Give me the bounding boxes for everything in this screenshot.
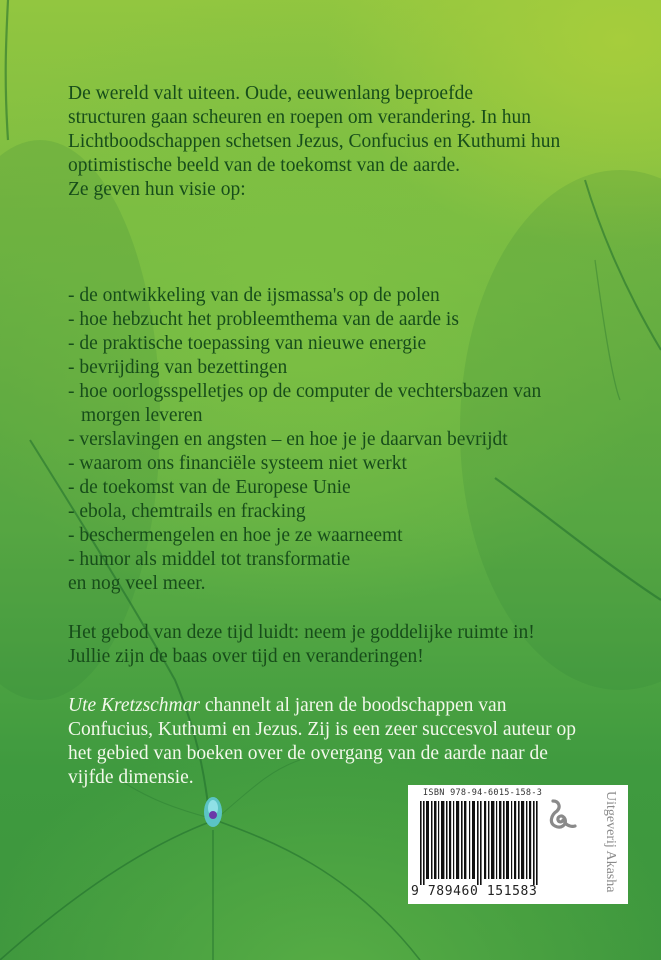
topic-item: - hoe hebzucht het probleemthema van de aarde is (68, 309, 459, 330)
bio-line: vijfde dimensie. (68, 767, 194, 788)
author-name: Ute Kretzschmar (68, 695, 200, 716)
isbn-barcode-panel (408, 785, 628, 904)
intro-line: optimistische beeld van de toekomst van de aarde. (68, 155, 461, 176)
topic-item: - verslavingen en angsten – en hoe je je daarvan bevrijdt (68, 429, 508, 450)
bio-line: Confucius, Kuthumi en Jezus. Zij is een zeer succesvol auteur op (68, 719, 576, 740)
topics-list (68, 284, 561, 572)
intro-line: Lichtboodschappen schetsen Jezus, Confucius en Kuthumi hun (68, 131, 561, 152)
topic-item: - de ontwikkeling van de ijsmassa's op de polen (68, 285, 440, 306)
bio-line (68, 694, 628, 718)
topic-item: - beschermengelen en hoe je ze waarneemt (68, 525, 403, 546)
fractal-center-glow (204, 797, 222, 827)
intro-line: structuren gaan scheuren en roepen om verandering. In hun (68, 107, 531, 128)
topic-item: - bevrijding van bezettingen (68, 357, 288, 378)
topic-item: - hoe oorlogsspelletjes op de computer de vechtersbazen van morgen leveren (68, 381, 542, 426)
publisher-name: Uitgeverij Akasha (603, 791, 618, 893)
intro-paragraph (68, 82, 560, 202)
barcode-icon (420, 801, 538, 885)
akasha-swirl-logo-icon (545, 799, 577, 831)
barcode-digits: 9 789460 151583 (411, 884, 538, 899)
topic-item: - ebola, chemtrails en fracking (68, 501, 306, 522)
author-bio (68, 694, 628, 790)
bio-line: het gebied van boeken over de overgang van de aarde naar de (68, 743, 548, 764)
isbn-label: ISBN 978-94-6015-158-3 (423, 788, 543, 798)
command-line: Het gebod van deze tijd luidt: neem je goddelijke ruimte in! (68, 622, 535, 643)
intro-line: Ze geven hun visie op: (68, 179, 246, 200)
topic-item: - waarom ons financiële systeem niet werkt (68, 453, 407, 474)
topic-item: - de praktische toepassing van nieuwe energie (68, 333, 427, 354)
command-paragraph (68, 621, 535, 669)
topic-item: - de toekomst van de Europese Unie (68, 477, 351, 498)
closing-line: en nog veel meer. (68, 573, 206, 594)
intro-line: De wereld valt uiteen. Oude, eeuwenlang beproefde (68, 83, 473, 104)
topic-item: - humor als middel tot transformatie (68, 549, 351, 570)
bio-text: channelt al jaren de boodschappen van (199, 695, 507, 716)
command-line: Jullie zijn de baas over tijd en veranderingen! (68, 646, 424, 667)
